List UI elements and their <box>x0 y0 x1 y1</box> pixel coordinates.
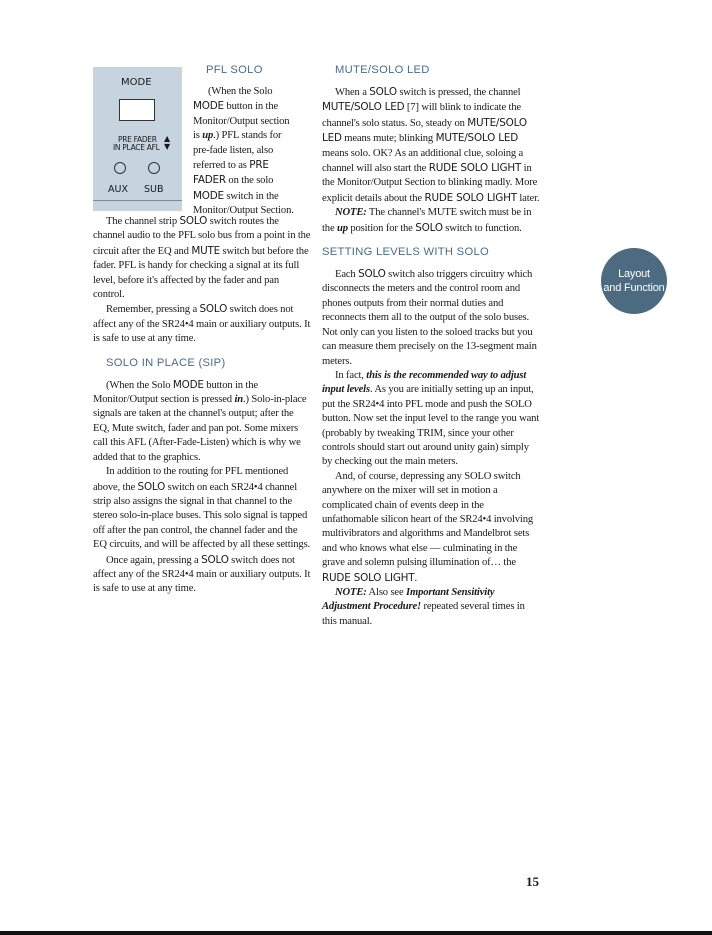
text: The channel strip <box>106 216 180 227</box>
ui-term: SOLO <box>201 553 229 566</box>
text: In addition to the routing for PFL mentioned above, the <box>93 466 289 493</box>
pfl-paragraph-2 <box>93 214 311 302</box>
ui-term: SOLO <box>369 86 397 98</box>
text: pre-fade listen, also <box>193 144 274 156</box>
text: The channel's MUTE switch must be in the <box>322 207 532 234</box>
text: Remember, pressing a <box>106 304 200 316</box>
right-column <box>322 63 540 629</box>
text: position for the <box>347 222 416 234</box>
text: means solo. OK? As an additional clue, soloing a channel will also start the <box>322 147 524 175</box>
levels-paragraph-1 <box>322 267 540 369</box>
bottom-rule <box>0 931 712 935</box>
pfl-line-6 <box>193 158 311 173</box>
text: repeated several times in this manual. <box>322 601 525 627</box>
ui-term: MUTE/SOLO LED <box>322 101 405 114</box>
text: switch in the <box>223 190 279 202</box>
ui-term: SOLO <box>415 221 443 234</box>
text: in the Monitor/Output Section to blinking madly. More explicit details about the <box>322 163 538 204</box>
ui-term: MUTE/SOLO LED <box>322 116 527 145</box>
text: later. <box>516 192 540 204</box>
ui-term: RUDE SOLO LIGHT <box>322 571 415 584</box>
text: .) Solo-in-place signals are taken at the channel's output; after the EQ, Mute switch, fader and pan pot. Some mixers call this AFL (After-Fade-Listen) which is why we added that to the graphics. <box>93 394 307 463</box>
setting-levels-heading: SETTING LEVELS WITH SOLO <box>322 246 489 259</box>
emphasis: this is the recommended way to adjust input levels <box>322 369 527 396</box>
text: Monitor/Output Section. <box>193 205 294 217</box>
text: In fact, <box>335 369 367 381</box>
text: [7] will blink to indicate the channel's solo status. So, steady on <box>322 102 521 129</box>
ui-term: SOLO <box>199 303 228 316</box>
left-column <box>93 214 311 597</box>
text: Once again, pressing a <box>106 554 202 566</box>
aux-knob-icon <box>114 162 126 174</box>
panel-divider <box>93 200 182 201</box>
pfl-solo-heading: PFL SOLO <box>206 64 263 76</box>
pfl-line-4 <box>193 129 311 143</box>
pre-fader-label: PRE FADER <box>118 135 157 144</box>
emphasis: Important Sensitivity Adjustment Procedure! <box>322 587 495 613</box>
pfl-line-5 <box>193 144 311 158</box>
mute-paragraph-1 <box>322 85 540 206</box>
text: switch also triggers circuitry which disconnects the meters and the control room and phones outputs from their normal duties and reconnects them all to the output of the solo buses. Not only can you listen to the soloed tracks but you can measure them precisely on the 13-segment main meters. <box>322 269 537 367</box>
text: switch routes the channel audio to the PFL solo bus from a point in the circuit after the EQ and <box>93 216 311 257</box>
text: Monitor/Output section <box>193 115 290 127</box>
note-label: NOTE: <box>335 207 367 219</box>
text: switch to function. <box>442 222 522 234</box>
text: switch does not affect any of the SR24•4 main or auxiliary outputs. It is safe to use at any time. <box>93 304 311 345</box>
text: referred to as <box>193 160 250 172</box>
pfl-line-2 <box>193 99 311 114</box>
text: (When the Solo <box>208 86 273 97</box>
mute-solo-led-heading: MUTE/SOLO LED <box>335 64 430 76</box>
sip-paragraph-3 <box>93 553 311 597</box>
levels-paragraph-3 <box>322 470 540 586</box>
pfl-line-8 <box>193 189 311 204</box>
ui-term: PRE <box>249 159 269 172</box>
aux-label: AUX <box>108 184 128 195</box>
text: Also see <box>366 587 407 598</box>
ui-term: FADER <box>193 174 226 187</box>
text: When a <box>335 87 370 98</box>
sip-paragraph-1 <box>93 378 311 465</box>
text: is <box>193 130 203 142</box>
ui-term: SOLO <box>358 268 386 281</box>
in-place-afl-label: IN PLACE AFL <box>113 143 160 152</box>
tab-line-2: and Function <box>603 282 665 294</box>
tab-line-1: Layout <box>618 268 650 280</box>
emphasis: up <box>202 130 214 142</box>
text: on the solo <box>225 175 274 187</box>
text: Each <box>335 269 359 281</box>
mute-paragraph-2 <box>322 206 540 236</box>
text: means mute; blinking <box>341 133 436 145</box>
sub-knob-icon <box>148 162 160 174</box>
sub-label: SUB <box>144 184 164 195</box>
down-arrow-icon: ▼ <box>164 142 171 151</box>
pfl-paragraph-3 <box>93 302 311 346</box>
text: .) PFL stands for <box>213 130 282 142</box>
text: And, of course, depressing any SOLO switch anywhere on the mixer will set in motion a complicated chain of events deep in the unfathomable silicon heart of the SR24•4 involving multivibrators and algorithms and Mandelbrot sets and who knows what else — culminating in the grave and solemn pulsing illumination of… the <box>322 470 533 569</box>
up-arrow-icon: ▲ <box>164 134 171 143</box>
ui-term: SOLO <box>179 215 208 227</box>
pfl-line-3 <box>193 115 311 129</box>
levels-paragraph-4 <box>322 586 540 629</box>
page-number: 15 <box>526 874 539 889</box>
mode-switch-illustration <box>93 67 182 211</box>
pfl-line-7 <box>193 173 311 188</box>
emphasis: in <box>234 394 243 406</box>
text: switch is pressed, the channel <box>396 87 521 98</box>
sip-heading: SOLO IN PLACE (SIP) <box>106 356 226 369</box>
ui-term: MUTE <box>191 244 221 257</box>
text: switch on each SR24•4 channel strip also assigns the signal in that channel to the stereo solo-in-place buses. This solo signal is tapped off after the pan control, the channel fader and the EQ circuits, and will be affected by all these settings. <box>93 481 311 551</box>
text: (When the Solo <box>106 379 173 391</box>
ui-term: MODE <box>193 189 224 202</box>
text: button in the Monitor/Output section is pressed <box>93 379 258 406</box>
mode-label: MODE <box>121 77 152 88</box>
text: . <box>414 572 417 584</box>
mode-button-graphic <box>119 99 155 121</box>
text: switch but before the fader. PFL is handy for checking a signal at its full level, before it's affected by the fader and pan control. <box>93 245 309 301</box>
ui-term: SOLO <box>137 480 166 493</box>
pfl-intro <box>193 63 311 219</box>
ui-term: MUTE/SOLO LED <box>435 132 518 145</box>
ui-term: MODE <box>193 100 224 113</box>
section-tab-layout-and-function <box>601 248 667 314</box>
text: . As you are initially setting up an input, put the SR24•4 into PFL mode and push the SOLO button. Now set the input level to the range you want (probably by tweaking TRIM, since your other controls should start out around unity gain) simply by checking out the main meters. <box>322 384 540 468</box>
text: switch does not affect any of the SR24•4 main or auxiliary outputs. It is safe to use at any time. <box>93 554 311 595</box>
sip-paragraph-2 <box>93 465 311 552</box>
emphasis: up <box>337 222 348 234</box>
text: button in the <box>223 101 279 113</box>
ui-term: RUDE SOLO LIGHT <box>428 162 522 175</box>
ui-term: MODE <box>172 378 204 391</box>
ui-term: RUDE SOLO LIGHT <box>424 191 517 204</box>
note-label: NOTE: <box>335 587 367 598</box>
pfl-line-1 <box>193 85 311 99</box>
levels-paragraph-2 <box>322 369 540 470</box>
